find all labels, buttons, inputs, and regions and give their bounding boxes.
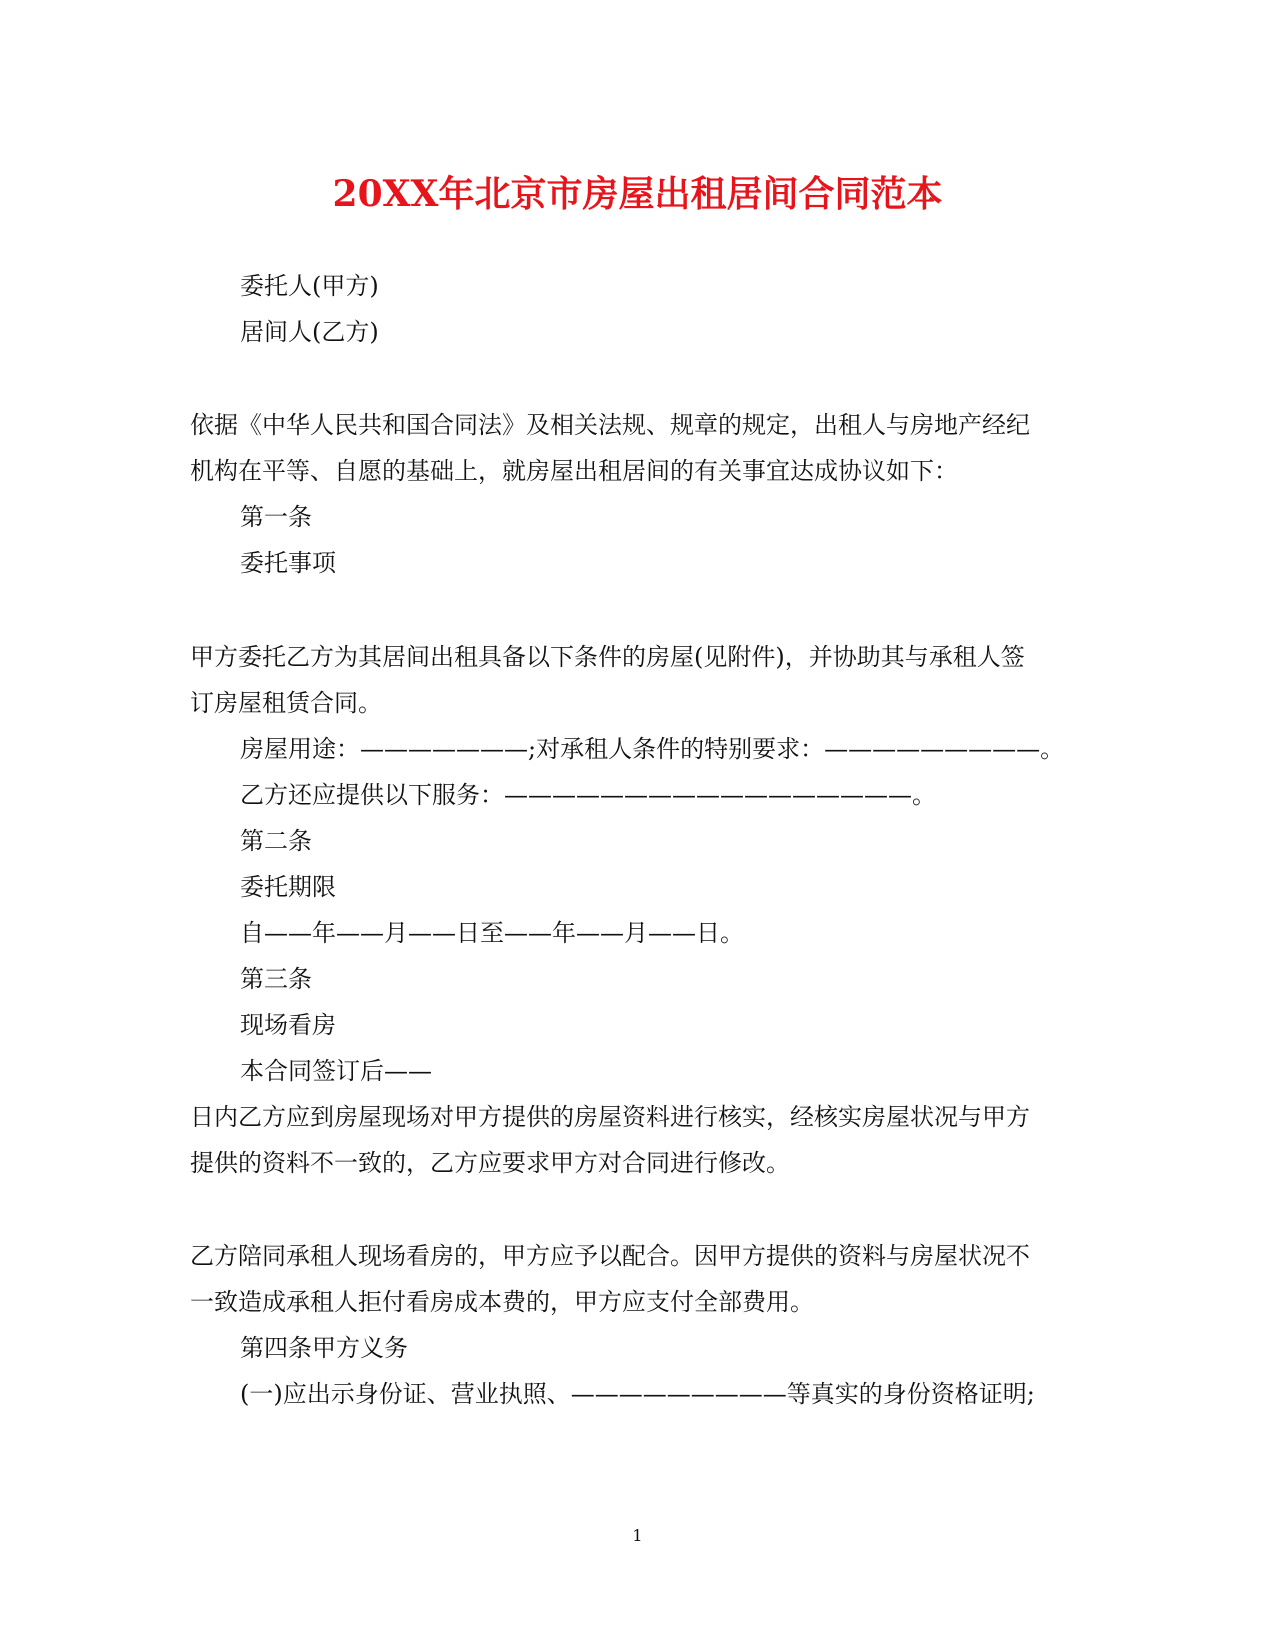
paragraph-line: 提供的资料不一致的，乙方应要求甲方对合同进行修改。 — [190, 1149, 790, 1177]
paragraph-line: 甲方委托乙方为其居间出租具备以下条件的房屋(见附件)，并协助其与承租人签 — [190, 643, 1025, 671]
paragraph-line: 房屋用途：———————;对承租人条件的特别要求：—————————。 — [240, 735, 1065, 763]
paragraph-line: (一)应出示身份证、营业执照、—————————等真实的身份资格证明; — [240, 1380, 1035, 1408]
paragraph-line: 日内乙方应到房屋现场对甲方提供的房屋资料进行核实，经核实房屋状况与甲方 — [190, 1103, 1030, 1131]
article-subheading: 委托期限 — [240, 873, 336, 901]
paragraph-line: 订房屋租赁合同。 — [190, 689, 382, 717]
party-b-line: 居间人(乙方) — [240, 318, 379, 346]
page-number: 1 — [632, 1526, 643, 1545]
paragraph-line: 一致造成承租人拒付看房成本费的，甲方应支付全部费用。 — [190, 1288, 814, 1316]
article-heading: 第二条 — [240, 827, 312, 855]
paragraph-line: 乙方陪同承租人现场看房的，甲方应予以配合。因甲方提供的资料与房屋状况不 — [190, 1242, 1030, 1270]
article-heading: 第三条 — [240, 965, 312, 993]
paragraph-line: 自——年——月——日至——年——月——日。 — [240, 919, 744, 947]
paragraph-line: 乙方还应提供以下服务：—————————————————。 — [240, 781, 936, 809]
article-heading: 第四条甲方义务 — [240, 1334, 408, 1362]
preamble-line: 依据《中华人民共和国合同法》及相关法规、规章的规定，出租人与房地产经纪 — [190, 411, 1030, 439]
preamble-line: 机构在平等、自愿的基础上，就房屋出租居间的有关事宜达成协议如下： — [190, 457, 958, 485]
article-subheading: 现场看房 — [240, 1011, 336, 1039]
article-heading: 第一条 — [240, 503, 312, 531]
party-a-line: 委托人(甲方) — [240, 272, 379, 300]
document-title: 20XX年北京市房屋出租居间合同范本 — [332, 173, 943, 215]
article-subheading: 委托事项 — [240, 549, 336, 577]
paragraph-line: 本合同签订后—— — [240, 1057, 432, 1085]
